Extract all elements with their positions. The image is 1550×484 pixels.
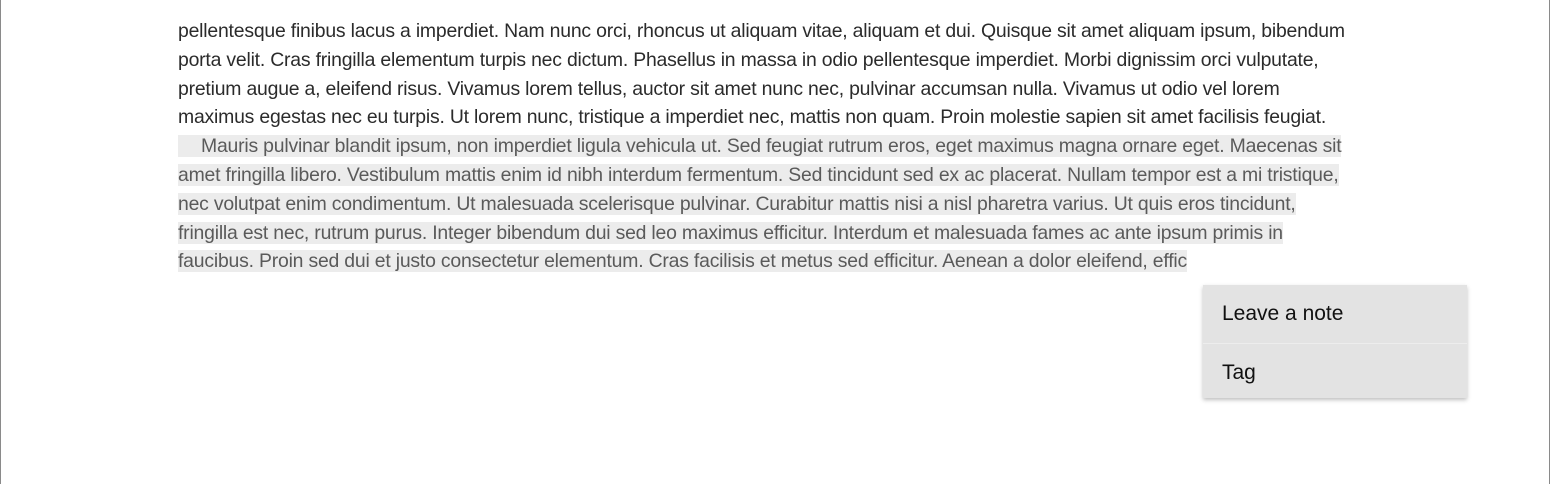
text-selection[interactable] bbox=[178, 135, 1341, 272]
selected-paragraph[interactable] bbox=[178, 132, 1353, 276]
context-menu bbox=[1203, 285, 1467, 398]
leave-a-note-menu-item[interactable]: Leave a note bbox=[1222, 302, 1344, 325]
document-body bbox=[178, 17, 1353, 276]
paragraph: pellentesque finibus lacus a imperdiet. Nam nunc orci, rhoncus ut aliquam vitae, aliquam et dui. Quisque sit amet aliquam ipsum, bibendum porta velit. Cras fringilla elementum turpis nec dictum. Phasellus in massa in odio pellentesque imperdiet. Morbi dignissim orci vulputate, pretium augue a, eleifend risus. Vivamus lorem tellus, auctor sit amet nunc nec, pulvinar accumsan nulla. Vivamus ut odio vel lorem maximus egestas nec eu turpis. Ut lorem nunc, tristique a imperdiet nec, mattis non quam. Proin molestie sapien sit amet facilisis feugiat. bbox=[178, 20, 1345, 129]
selected-text: Mauris pulvinar blandit ipsum, non imperdiet ligula vehicula ut. Sed feugiat rutrum eros, eget maximus magna ornare eget. Maecenas sit amet fringilla libero. Vestibulum mattis enim id nibh interdum fermentum. Sed tincidunt sed ex ac placerat. Nullam tempor est a mi tristique, nec volutpat enim condimentum. Ut malesuada scelerisque pulvinar. Curabitur mattis nisi a nisl pharetra varius. Ut quis eros tincidunt, fringilla est nec, rutrum purus. Integer bibendum dui sed leo maximus efficitur. Interdum et malesuada fames ac ante ipsum primis in faucibus. Proin sed dui et justo consectetur elementum. Cras facilisis et metus sed efficitur. Aenean a dolor eleifend, effic bbox=[178, 135, 1342, 273]
tag-menu-item[interactable]: Tag bbox=[1203, 343, 1467, 398]
